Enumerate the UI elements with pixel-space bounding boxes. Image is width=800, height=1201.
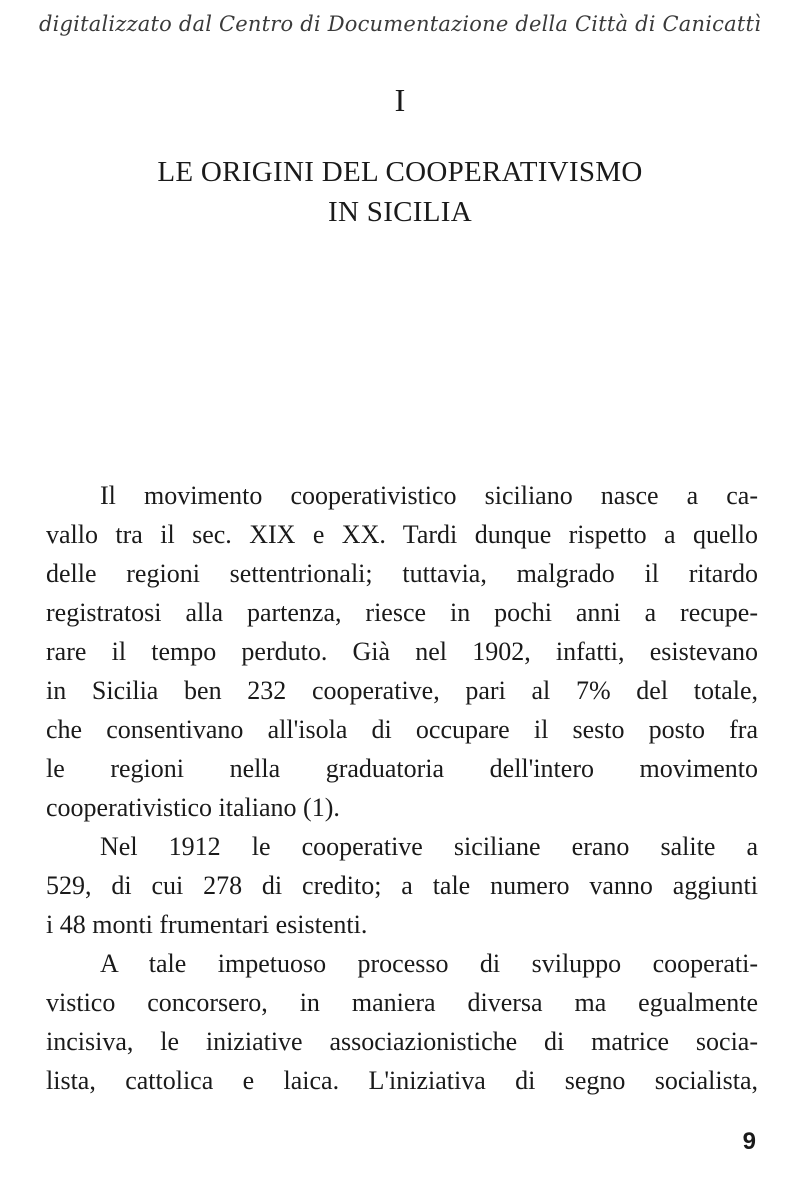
paragraph-line: A tale impetuoso processo di sviluppo cooperati- <box>100 949 758 978</box>
chapter-title-line: LE ORIGINI DEL COOPERATIVISMO <box>157 156 643 188</box>
paragraph-line: le regioni nella graduatoria dell'intero movimento <box>46 754 758 783</box>
paragraph-line: i 48 monti frumentari esistenti. <box>46 910 368 939</box>
paragraph-line: delle regioni settentrionali; tuttavia, malgrado il ritardo <box>46 559 758 588</box>
paragraph-line: Il movimento cooperativistico siciliano nasce a ca- <box>100 481 758 510</box>
paragraph-line: rare il tempo perduto. Già nel 1902, infatti, esistevano <box>46 637 758 666</box>
body-text <box>46 476 758 1100</box>
paragraph-line: incisiva, le iniziative associazionistiche di matrice socia- <box>46 1027 758 1056</box>
digitization-watermark: digitalizzato dal Centro di Documentazione della Città di Canicattì <box>38 12 762 36</box>
paragraph-line: cooperativistico italiano (1). <box>46 793 340 822</box>
paragraph-line: 529, di cui 278 di credito; a tale numero vanno aggiunti <box>46 871 758 900</box>
paragraph-line: Nel 1912 le cooperative siciliane erano salite a <box>100 832 758 861</box>
chapter-title-line: IN SICILIA <box>328 196 472 228</box>
paragraph-line: in Sicilia ben 232 cooperative, pari al 7% del totale, <box>46 676 758 705</box>
page-number: 9 <box>742 1128 756 1155</box>
chapter-title <box>0 152 800 232</box>
chapter-number: I <box>394 82 406 118</box>
paragraph-line: lista, cattolica e laica. L'iniziativa di segno socialista, <box>46 1066 758 1095</box>
paragraph-line: vallo tra il sec. XIX e XX. Tardi dunque rispetto a quello <box>46 520 758 549</box>
paragraph-line: registratosi alla partenza, riesce in pochi anni a recupe- <box>46 598 758 627</box>
paragraph-line: vistico concorsero, in maniera diversa ma egualmente <box>46 988 758 1017</box>
paragraph-line: che consentivano all'isola di occupare il sesto posto fra <box>46 715 758 744</box>
